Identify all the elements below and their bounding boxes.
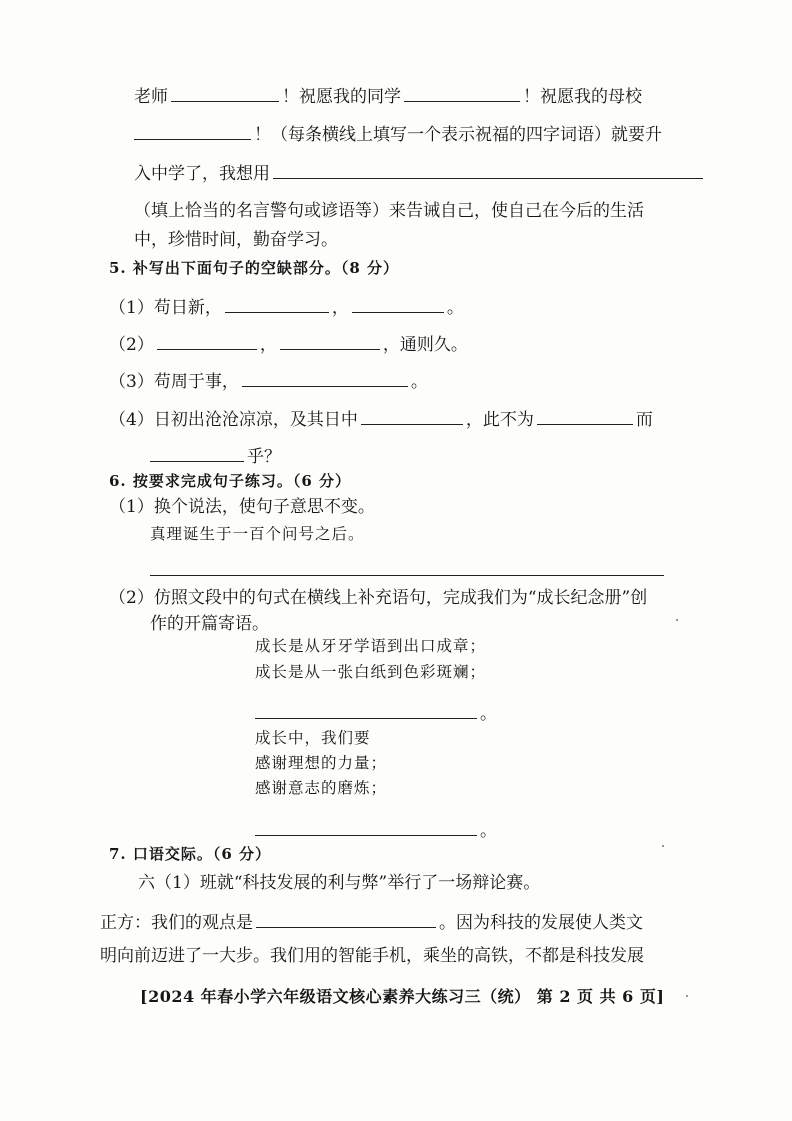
- q6-part-2-cont: 作的开篇寄语。: [150, 614, 269, 634]
- scan-speck: [662, 845, 664, 847]
- q5-title: 5. 补写出下面句子的空缺部分。（8 分）: [109, 259, 400, 277]
- q7-title: 7. 口语交际。（6 分）: [109, 845, 272, 863]
- blank[interactable]: [255, 700, 477, 719]
- intro-line-3: 入中学了，我想用: [134, 160, 706, 186]
- q5-item-4-tail: 乎？: [150, 443, 281, 469]
- blank[interactable]: [242, 368, 408, 387]
- blank[interactable]: [280, 331, 380, 350]
- q5-item-3: （3）苟周于事， 。: [109, 368, 428, 394]
- blank[interactable]: [537, 406, 633, 425]
- poem-line: 成长是从一张白纸到色彩斑斓；: [255, 663, 487, 681]
- blank[interactable]: [171, 83, 279, 102]
- poem-blank-line: 。: [255, 817, 497, 843]
- intro-line-5: 中，珍惜时间，勤奋学习。: [134, 230, 338, 250]
- poem-line: 感谢理想的力量；: [255, 754, 388, 772]
- poem-line: 成长中，我们要: [255, 729, 371, 747]
- q6-part-2: （2）仿照文段中的句式在横线上补充语句，完成我们为“成长纪念册”创: [109, 588, 648, 608]
- blank[interactable]: [225, 294, 329, 313]
- intro-line-1: 老师 ！祝愿我的同学 ！祝愿我的母校: [134, 83, 642, 109]
- poem-blank-line: 。: [255, 700, 497, 726]
- q5-item-1: （1）苟日新， ， 。: [109, 294, 464, 320]
- q7-paragraph-3: 明向前迈进了一大步。我们用的智能手机，乘坐的高铁，不都是科技发展: [100, 946, 644, 966]
- blank[interactable]: [404, 83, 520, 102]
- q7-paragraph-2: 正方：我们的观点是 。因为科技的发展使人类文: [100, 909, 643, 935]
- scan-speck: [676, 619, 678, 621]
- blank[interactable]: [255, 817, 477, 836]
- blank[interactable]: [157, 331, 257, 350]
- blank[interactable]: [256, 909, 436, 928]
- intro-line-4: （填上恰当的名言警句或谚语等）来告诫自己，使自己在今后的生活: [134, 201, 644, 221]
- blank[interactable]: [361, 406, 463, 425]
- q6-part-1: （1）换个说法，使句子意思不变。: [109, 497, 375, 517]
- q7-paragraph-1: 六（1）班就“科技发展的利与弊”举行了一场辩论赛。: [138, 873, 541, 893]
- blank[interactable]: [134, 121, 251, 140]
- q5-item-2: （2） ， ，通则久。: [109, 331, 468, 357]
- q6-title: 6. 按要求完成句子练习。（6 分）: [109, 472, 352, 490]
- blank[interactable]: [150, 443, 244, 462]
- blank[interactable]: [352, 294, 444, 313]
- scan-speck: [686, 995, 688, 997]
- q6-sentence: 真理诞生于一百个问号之后。: [150, 525, 365, 543]
- page-footer: [2024 年春小学六年级语文核心素养大练习三（统） 第 2 页 共 6 页]: [140, 987, 665, 1006]
- intro-line-2: ！（每条横线上填写一个表示祝福的四字词语）就要升: [134, 121, 662, 147]
- poem-line: 成长是从牙牙学语到出口成章；: [255, 637, 487, 655]
- blank[interactable]: [273, 160, 703, 179]
- answer-line[interactable]: [150, 575, 664, 576]
- q5-item-4: （4）日初出沧沧凉凉，及其日中 ，此不为 而: [109, 406, 653, 432]
- poem-line: 感谢意志的磨炼；: [255, 779, 388, 797]
